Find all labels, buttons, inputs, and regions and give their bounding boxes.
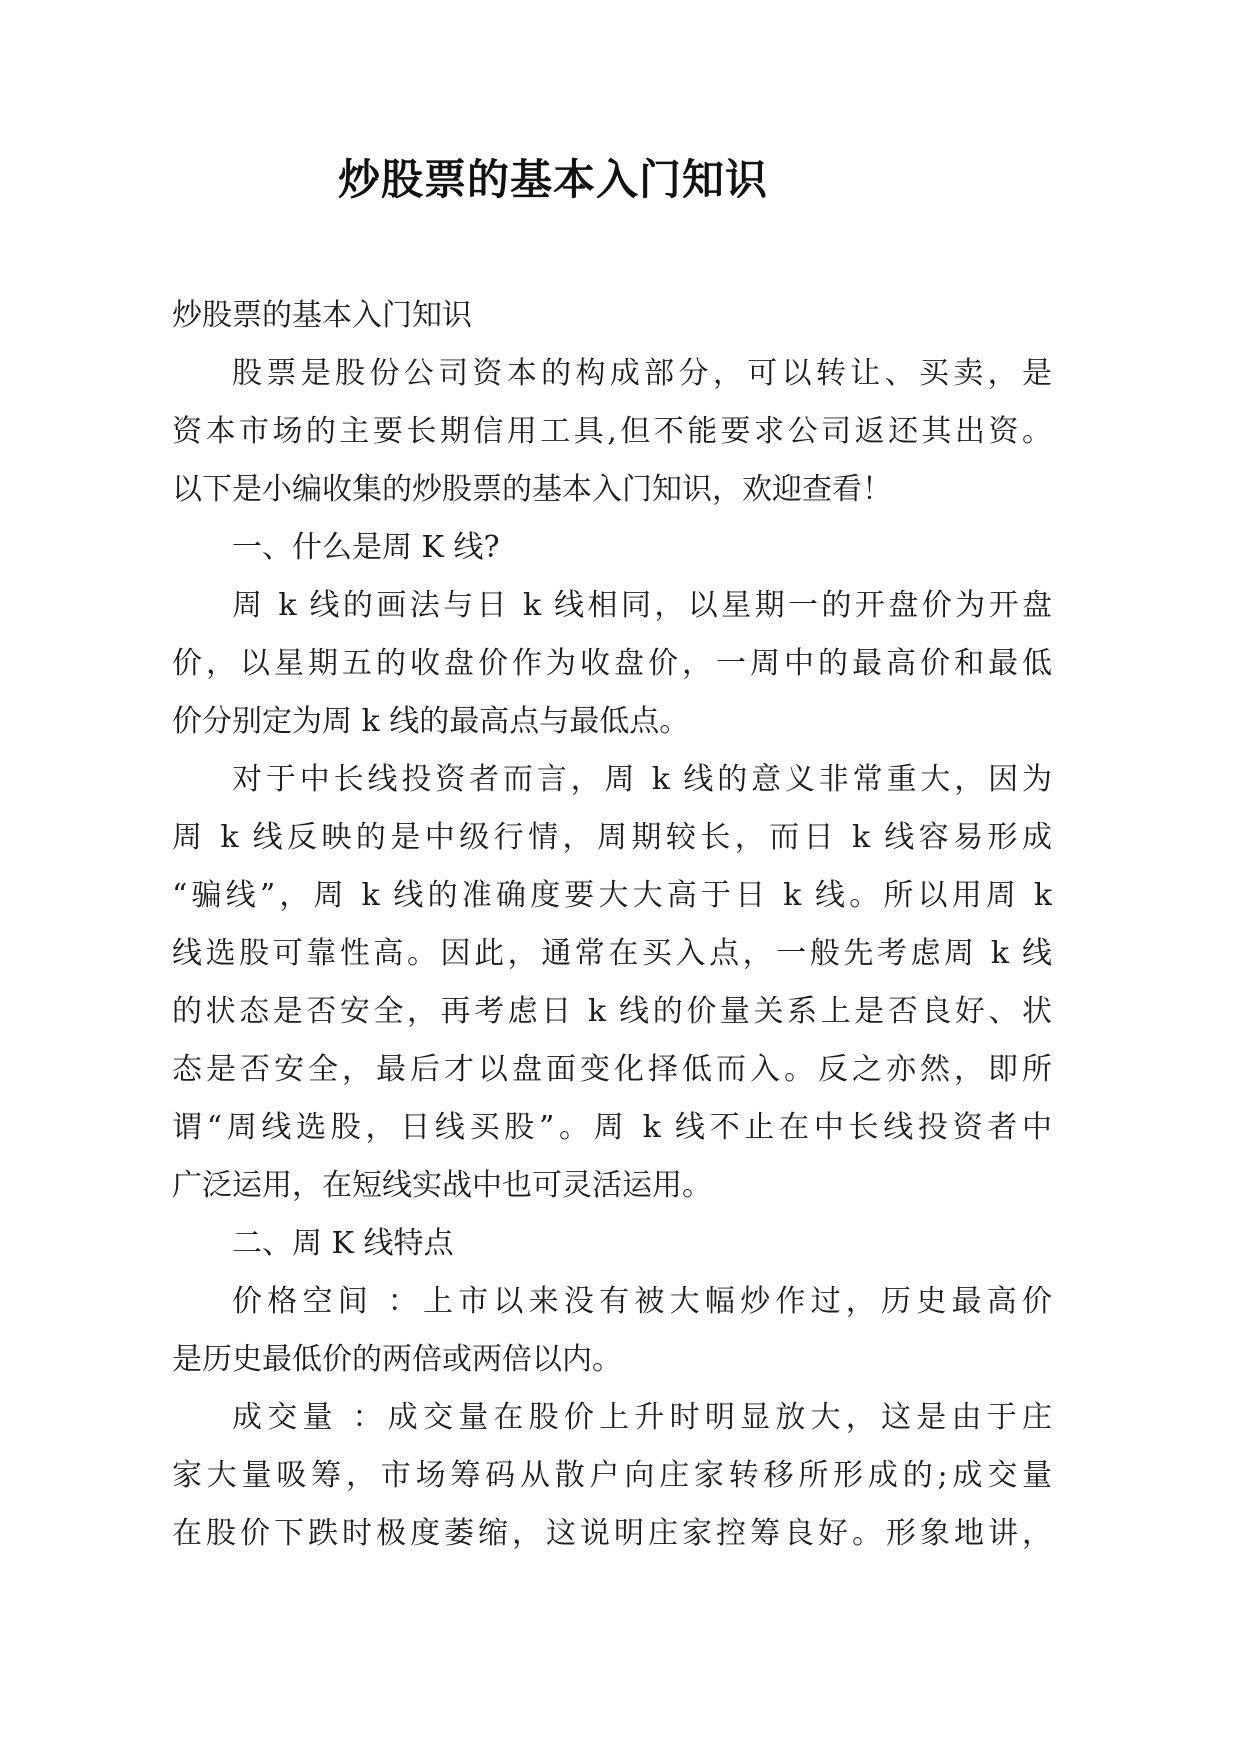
section-heading-1: 一、什么是周 K 线?	[232, 530, 500, 565]
lead-line: 炒股票的基本入门知识	[172, 298, 472, 333]
paragraph-line: 线选股可靠性高。因此，通常在买入点，一般先考虑周 k 线	[172, 936, 1052, 971]
paragraph-line: 价格空间 ：上市以来没有被大幅炒作过，历史最高价	[232, 1284, 1052, 1319]
intro-line: 以下是小编收集的炒股票的基本入门知识，欢迎查看！	[172, 472, 892, 507]
paragraph-line: 周 k 线的画法与日 k 线相同，以星期一的开盘价为开盘	[232, 588, 1052, 623]
paragraph-line: 谓“周线选股，日线买股”。周 k 线不止在中长线投资者中	[172, 1110, 1052, 1145]
paragraph-line: 周 k 线反映的是中级行情，周期较长，而日 k 线容易形成	[172, 820, 1052, 855]
paragraph-line: 成交量 ：成交量在股价上升时明显放大，这是由于庄	[232, 1400, 1052, 1435]
paragraph-line: 的状态是否安全，再考虑日 k 线的价量关系上是否良好、状	[172, 994, 1052, 1029]
paragraph-line: 价分别定为周 k 线的最高点与最低点。	[172, 704, 690, 739]
paragraph-line: 对于中长线投资者而言，周 k 线的意义非常重大，因为	[232, 762, 1052, 797]
paragraph-line: “骗线”，周 k 线的准确度要大大高于日 k 线。所以用周 k	[172, 878, 1052, 913]
paragraph-line: 是历史最低价的两倍或两倍以内。	[172, 1342, 622, 1377]
intro-line: 资本市场的主要长期信用工具,但不能要求公司返还其出资。	[172, 414, 1052, 449]
intro-line: 股票是股份公司资本的构成部分，可以转让、买卖，是	[232, 356, 1052, 391]
paragraph-line: 态是否安全，最后才以盘面变化择低而入。反之亦然，即所	[172, 1052, 1052, 1087]
document-body	[172, 287, 1052, 1563]
paragraph-line: 家大量吸筹，市场筹码从散户向庄家转移所形成的;成交量	[172, 1458, 1052, 1493]
paragraph-line: 在股价下跌时极度萎缩，这说明庄家控筹良好。形象地讲，	[172, 1516, 1052, 1551]
paragraph-line: 价，以星期五的收盘价作为收盘价，一周中的最高价和最低	[172, 646, 1052, 681]
page-title: 炒股票的基本入门知识	[337, 155, 768, 204]
section-heading-2: 二、周 K 线特点	[232, 1226, 454, 1261]
paragraph-line: 广泛运用，在短线实战中也可灵活运用。	[172, 1168, 712, 1203]
